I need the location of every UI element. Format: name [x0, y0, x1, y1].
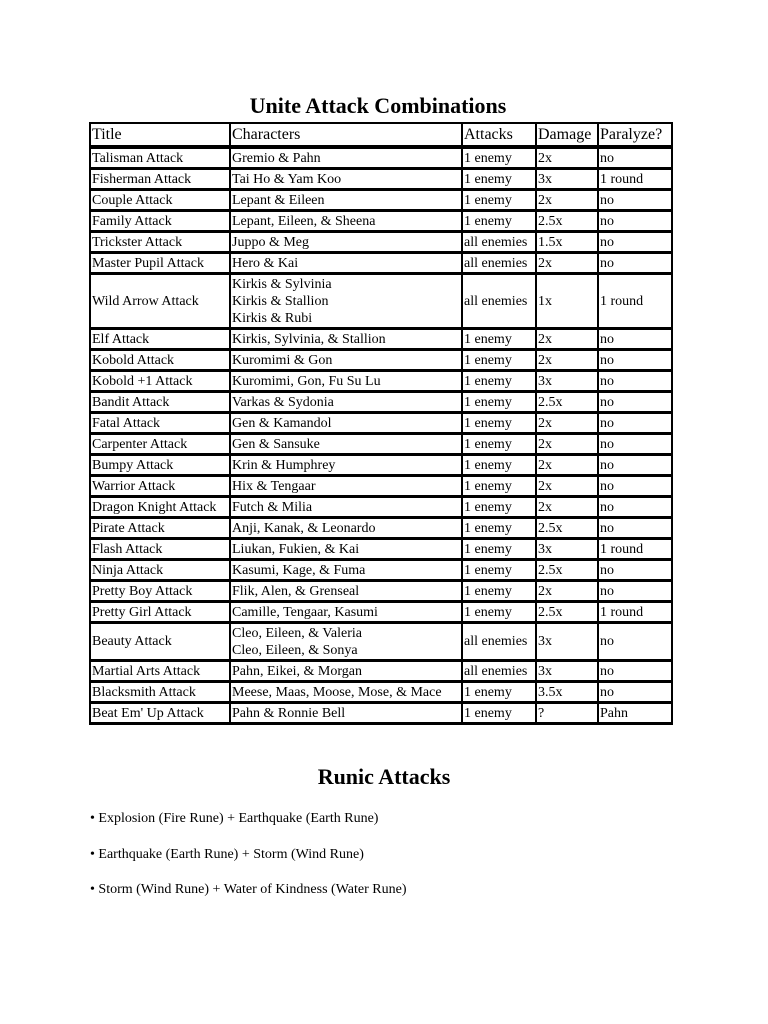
cell-paralyze: no	[598, 682, 672, 703]
table-row	[90, 211, 672, 232]
cell-attacks: 1 enemy	[462, 602, 536, 623]
cell-characters	[230, 413, 462, 434]
character-line: Flik, Alen, & Grenseal	[232, 583, 360, 599]
cell-damage: 2x	[536, 350, 598, 371]
cell-attacks: 1 enemy	[462, 211, 536, 232]
cell-damage: 3x	[536, 661, 598, 682]
table-header-row	[90, 123, 672, 148]
character-line: Krin & Humphrey	[232, 457, 336, 473]
cell-title: Warrior Attack	[90, 476, 230, 497]
table-row	[90, 623, 672, 661]
cell-characters	[230, 682, 462, 703]
cell-damage: 3x	[536, 169, 598, 190]
cell-paralyze: no	[598, 232, 672, 253]
cell-paralyze: 1 round	[598, 539, 672, 560]
cell-attacks: 1 enemy	[462, 329, 536, 350]
cell-damage: 2x	[536, 497, 598, 518]
cell-paralyze: no	[598, 623, 672, 661]
table-row	[90, 703, 672, 724]
table-row	[90, 169, 672, 190]
cell-attacks: all enemies	[462, 253, 536, 274]
character-line: Camille, Tengaar, Kasumi	[232, 604, 378, 620]
table-row	[90, 329, 672, 350]
cell-damage: 1x	[536, 274, 598, 329]
cell-paralyze: 1 round	[598, 274, 672, 329]
cell-characters	[230, 476, 462, 497]
runic-item: • Explosion (Fire Rune) + Earthquake (Earth Rune)	[90, 811, 379, 826]
cell-attacks: all enemies	[462, 232, 536, 253]
cell-characters	[230, 703, 462, 724]
table-row	[90, 560, 672, 581]
cell-title: Fisherman Attack	[90, 169, 230, 190]
character-line: Kirkis & Rubi	[232, 310, 313, 326]
cell-characters	[230, 169, 462, 190]
runic-item: • Earthquake (Earth Rune) + Storm (Wind Rune)	[90, 847, 364, 862]
character-line: Tai Ho & Yam Koo	[232, 171, 342, 187]
cell-title: Family Attack	[90, 211, 230, 232]
cell-characters	[230, 497, 462, 518]
table-row	[90, 476, 672, 497]
character-line: Cleo, Eileen, & Sonya	[232, 642, 358, 658]
character-line: Kirkis, Sylvinia, & Stallion	[232, 331, 386, 347]
cell-title: Kobold +1 Attack	[90, 371, 230, 392]
cell-damage: 3x	[536, 623, 598, 661]
table-row	[90, 274, 672, 329]
table-row	[90, 581, 672, 602]
cell-characters	[230, 350, 462, 371]
cell-title: Blacksmith Attack	[90, 682, 230, 703]
cell-characters	[230, 253, 462, 274]
cell-damage: 2.5x	[536, 602, 598, 623]
cell-title: Martial Arts Attack	[90, 661, 230, 682]
cell-characters	[230, 148, 462, 169]
cell-paralyze: no	[598, 661, 672, 682]
cell-characters	[230, 518, 462, 539]
character-line: Cleo, Eileen, & Valeria	[232, 625, 362, 641]
cell-title: Fatal Attack	[90, 413, 230, 434]
character-line: Pahn, Eikei, & Morgan	[232, 663, 363, 679]
cell-damage: 3.5x	[536, 682, 598, 703]
character-line: Hero & Kai	[232, 255, 299, 271]
character-line: Anji, Kanak, & Leonardo	[232, 520, 376, 536]
cell-damage: 1.5x	[536, 232, 598, 253]
unite-attack-table	[89, 122, 673, 725]
cell-characters	[230, 211, 462, 232]
cell-paralyze: no	[598, 560, 672, 581]
cell-attacks: all enemies	[462, 661, 536, 682]
character-line: Gremio & Pahn	[232, 150, 321, 166]
cell-title: Flash Attack	[90, 539, 230, 560]
cell-paralyze: no	[598, 476, 672, 497]
table-row	[90, 518, 672, 539]
character-line: Juppo & Meg	[232, 234, 309, 250]
cell-damage: 2.5x	[536, 392, 598, 413]
cell-title: Carpenter Attack	[90, 434, 230, 455]
table-row	[90, 371, 672, 392]
cell-paralyze: no	[598, 371, 672, 392]
cell-characters	[230, 661, 462, 682]
table-row	[90, 455, 672, 476]
cell-paralyze: no	[598, 190, 672, 211]
cell-damage: 2.5x	[536, 211, 598, 232]
cell-paralyze: no	[598, 434, 672, 455]
cell-damage: 2x	[536, 253, 598, 274]
cell-characters	[230, 581, 462, 602]
cell-paralyze: no	[598, 413, 672, 434]
cell-title: Beat Em' Up Attack	[90, 703, 230, 724]
character-line: Lepant, Eileen, & Sheena	[232, 213, 376, 229]
header-characters: Characters	[230, 123, 462, 148]
cell-characters	[230, 560, 462, 581]
cell-title: Bumpy Attack	[90, 455, 230, 476]
cell-paralyze: 1 round	[598, 602, 672, 623]
table-body	[90, 148, 672, 724]
runic-attacks-title: Runic Attacks	[317, 764, 451, 789]
cell-attacks: 1 enemy	[462, 476, 536, 497]
cell-characters	[230, 232, 462, 253]
cell-paralyze: no	[598, 518, 672, 539]
cell-attacks: 1 enemy	[462, 455, 536, 476]
character-line: Varkas & Sydonia	[232, 394, 334, 410]
cell-title: Pretty Girl Attack	[90, 602, 230, 623]
cell-paralyze: no	[598, 350, 672, 371]
cell-paralyze: no	[598, 211, 672, 232]
cell-paralyze: Pahn	[598, 703, 672, 724]
table-row	[90, 350, 672, 371]
cell-damage: 2x	[536, 190, 598, 211]
cell-title: Pirate Attack	[90, 518, 230, 539]
character-line: Kuromimi, Gon, Fu Su Lu	[232, 373, 381, 389]
cell-characters	[230, 434, 462, 455]
runic-item: • Storm (Wind Rune) + Water of Kindness (Water Rune)	[90, 882, 407, 897]
table-row	[90, 497, 672, 518]
table-row	[90, 602, 672, 623]
cell-attacks: 1 enemy	[462, 169, 536, 190]
cell-title: Beauty Attack	[90, 623, 230, 661]
table-row	[90, 392, 672, 413]
cell-characters	[230, 455, 462, 476]
character-line: Lepant & Eileen	[232, 192, 325, 208]
table-row	[90, 190, 672, 211]
cell-title: Ninja Attack	[90, 560, 230, 581]
cell-paralyze: no	[598, 148, 672, 169]
cell-attacks: 1 enemy	[462, 560, 536, 581]
character-line: Hix & Tengaar	[232, 478, 316, 494]
cell-title: Master Pupil Attack	[90, 253, 230, 274]
cell-title: Pretty Boy Attack	[90, 581, 230, 602]
cell-attacks: 1 enemy	[462, 148, 536, 169]
cell-paralyze: no	[598, 253, 672, 274]
cell-title: Couple Attack	[90, 190, 230, 211]
cell-damage: 2x	[536, 148, 598, 169]
cell-title: Wild Arrow Attack	[90, 274, 230, 329]
cell-characters	[230, 329, 462, 350]
table-row	[90, 661, 672, 682]
cell-title: Talisman Attack	[90, 148, 230, 169]
cell-paralyze: 1 round	[598, 169, 672, 190]
cell-paralyze: no	[598, 392, 672, 413]
character-line: Gen & Kamandol	[232, 415, 332, 431]
cell-attacks: 1 enemy	[462, 413, 536, 434]
cell-characters	[230, 371, 462, 392]
character-line: Meese, Maas, Moose, Mose, & Mace	[232, 684, 442, 700]
cell-characters	[230, 274, 462, 329]
table-row	[90, 413, 672, 434]
cell-attacks: 1 enemy	[462, 434, 536, 455]
table-row	[90, 232, 672, 253]
cell-attacks: 1 enemy	[462, 371, 536, 392]
cell-attacks: 1 enemy	[462, 392, 536, 413]
cell-attacks: 1 enemy	[462, 190, 536, 211]
table-row	[90, 682, 672, 703]
table-row	[90, 253, 672, 274]
table-row	[90, 148, 672, 169]
cell-damage: ?	[536, 703, 598, 724]
header-paralyze: Paralyze?	[598, 123, 672, 148]
character-line: Liukan, Fukien, & Kai	[232, 541, 360, 557]
cell-damage: 2x	[536, 413, 598, 434]
character-line: Futch & Milia	[232, 499, 313, 515]
character-line: Pahn & Ronnie Bell	[232, 705, 346, 721]
cell-attacks: 1 enemy	[462, 581, 536, 602]
page-title: Unite Attack Combinations	[249, 93, 507, 118]
cell-paralyze: no	[598, 581, 672, 602]
cell-attacks: 1 enemy	[462, 682, 536, 703]
cell-damage: 2.5x	[536, 518, 598, 539]
cell-paralyze: no	[598, 497, 672, 518]
cell-damage: 2x	[536, 329, 598, 350]
cell-damage: 2x	[536, 455, 598, 476]
cell-attacks: all enemies	[462, 623, 536, 661]
character-line: Kirkis & Sylvinia	[232, 276, 332, 292]
cell-characters	[230, 392, 462, 413]
header-damage: Damage	[536, 123, 598, 148]
character-line: Gen & Sansuke	[232, 436, 320, 452]
cell-characters	[230, 623, 462, 661]
header-attacks: Attacks	[462, 123, 536, 148]
cell-damage: 2x	[536, 581, 598, 602]
cell-paralyze: no	[598, 455, 672, 476]
cell-paralyze: no	[598, 329, 672, 350]
cell-characters	[230, 539, 462, 560]
cell-title: Bandit Attack	[90, 392, 230, 413]
character-line: Kuromimi & Gon	[232, 352, 333, 368]
cell-characters	[230, 190, 462, 211]
cell-title: Trickster Attack	[90, 232, 230, 253]
cell-attacks: 1 enemy	[462, 518, 536, 539]
cell-attacks: 1 enemy	[462, 539, 536, 560]
cell-attacks: 1 enemy	[462, 350, 536, 371]
cell-damage: 3x	[536, 371, 598, 392]
cell-attacks: 1 enemy	[462, 497, 536, 518]
cell-damage: 2x	[536, 434, 598, 455]
cell-damage: 2.5x	[536, 560, 598, 581]
cell-attacks: all enemies	[462, 274, 536, 329]
cell-damage: 3x	[536, 539, 598, 560]
character-line: Kirkis & Stallion	[232, 293, 329, 309]
header-title: Title	[90, 123, 230, 148]
cell-damage: 2x	[536, 476, 598, 497]
cell-title: Dragon Knight Attack	[90, 497, 230, 518]
cell-title: Kobold Attack	[90, 350, 230, 371]
cell-characters	[230, 602, 462, 623]
cell-title: Elf Attack	[90, 329, 230, 350]
table-row	[90, 434, 672, 455]
character-line: Kasumi, Kage, & Fuma	[232, 562, 366, 578]
cell-attacks: 1 enemy	[462, 703, 536, 724]
table-row	[90, 539, 672, 560]
